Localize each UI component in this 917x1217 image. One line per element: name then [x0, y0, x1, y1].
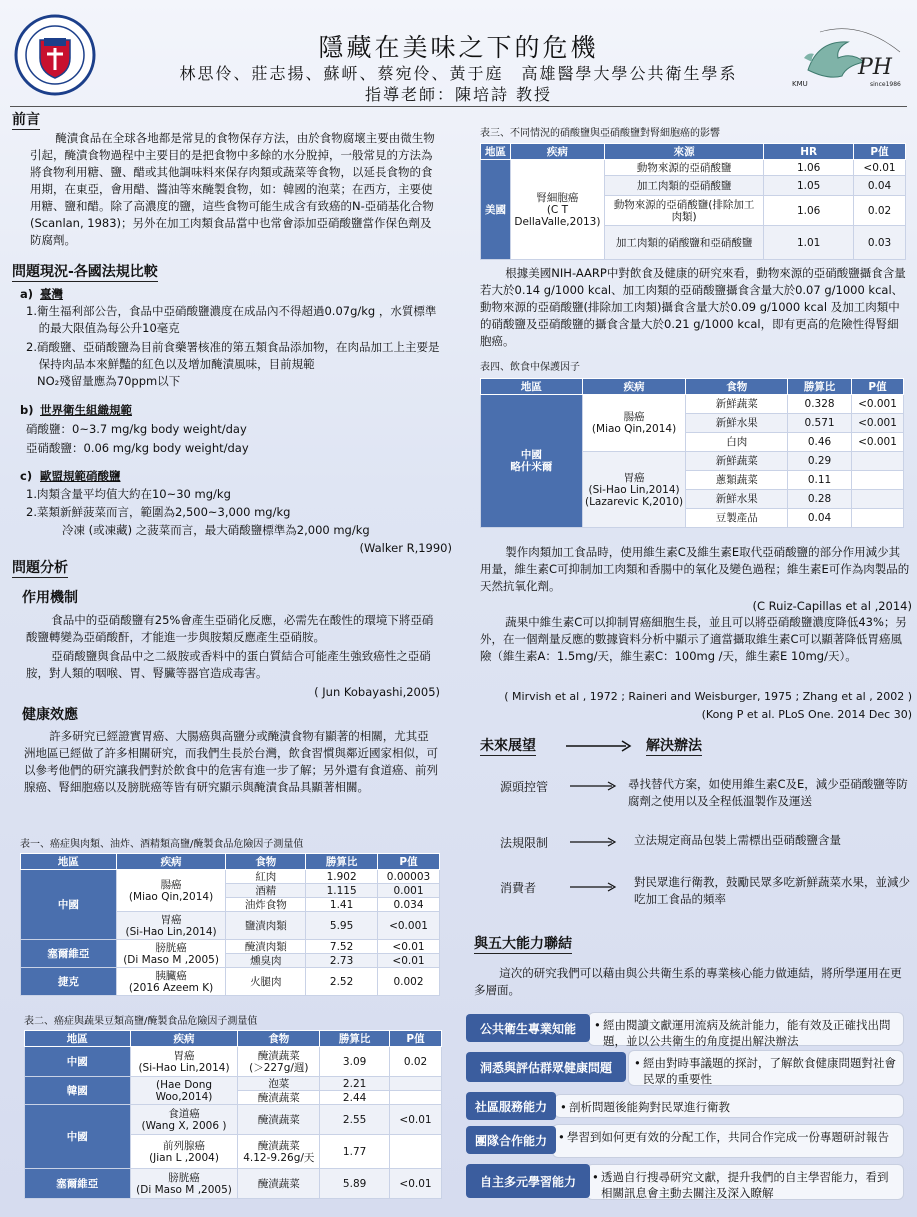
regs-a2b: NO₂殘留量應為70ppm以下	[37, 374, 181, 388]
future-label-source: 源頭控管	[500, 780, 549, 794]
table3-p: 0.04	[854, 176, 906, 196]
advisor-line: 指導老師：陳培詩 教授	[364, 85, 553, 104]
vitamin-cite-2: ( Mirvish et al , 1972 ; Raineri and Weisburger, 1975 ; Zhang et al , 2002 )	[504, 690, 912, 703]
table4-header-food: 食物	[686, 379, 788, 395]
table-row	[25, 1169, 442, 1199]
table4-or: 0.04	[788, 509, 852, 528]
vitamin-text-1: 製作肉類加工食品時，使用維生素C及維生素E取代亞硝酸鹽的部分作用減少其用量，維生素C可抑制加工肉類和香腸中的氧化及變色過程；維生素E可作為肉製品的天然抗氧化劑。	[480, 545, 910, 593]
table1-disease-cell	[116, 870, 226, 912]
intro-text: 醃漬食品在全球各地都是常見的食物保存方法，由於食物腐壞主要由微生物引起，醃漬食物過程中主要目的是把食物中多餘的水分脫掉，一般常見的方法為將食物利用糖、鹽、醋或其他調味料來保存肉類或蔬菜等食物，以延長食物的食用期，在東亞，會用醋、醬油等來醃製食物，如：韓國的泡菜；在西方，主要使用糖、鹽和醋。除了高濃度的鹽，這些食物可能生成含有致癌的N-亞硝基化合物(Scanlan, 1983)；另外在加工肉類食品當中也常會添加亞硝酸鹽當作保色劑及防腐劑。	[30, 131, 435, 247]
table4-disease-cite-2: (Lazarevic K,2010)	[584, 495, 684, 508]
table-row	[481, 395, 904, 414]
table2-or: 2.44	[320, 1091, 390, 1105]
table1-p: <0.01	[378, 940, 440, 954]
table4-or: 0.28	[788, 490, 852, 509]
table4-or: 0.571	[788, 414, 852, 433]
table1-p: <0.01	[378, 954, 440, 968]
table2-p	[390, 1135, 442, 1169]
table4-p	[852, 490, 904, 509]
regs-b2: 亞硝酸鹽：0.06 mg/kg body weight/day	[26, 441, 249, 455]
table2-header-food: 食物	[238, 1031, 320, 1047]
table1-food: 燻臭肉	[226, 954, 306, 968]
table1-food: 鹽漬肉類	[226, 912, 306, 940]
table4-or: 0.29	[788, 452, 852, 471]
table3-caption: 表三、不同情況的硝酸鹽與亞硝酸鹽對腎細胞癌的影響	[480, 128, 720, 139]
table1-p: 0.002	[378, 968, 440, 996]
table4-disease-name: 胃癌	[623, 471, 645, 484]
mechanism-text-1: 食品中的亞硝酸鹽有25%會產生亞硝化反應，必需先在酸性的環境下將亞硝酸鹽轉變為亞硝酸酐，才能進一步與胺類反應產生亞硝胺。	[26, 613, 434, 644]
regs-b-title: 世界衛生組織規範	[40, 403, 132, 417]
table2	[24, 1030, 442, 1199]
table4-food: 新鮮蔬菜	[686, 395, 788, 414]
table1	[20, 853, 440, 996]
table2-food: 醃漬蔬菜	[238, 1105, 320, 1135]
table4-food: 蔥類蔬菜	[686, 471, 788, 490]
table1-p: <0.001	[378, 912, 440, 940]
table2-disease-name: 膀胱癌	[168, 1171, 200, 1184]
regs-c1: 1.肉類含量平均值大約在10~30 mg/kg	[26, 487, 231, 501]
table2-header-disease: 疾病	[130, 1031, 238, 1047]
table4-p	[852, 471, 904, 490]
analysis-heading: 問題分析	[12, 560, 68, 576]
table2-food: 醃漬蔬菜	[257, 1049, 300, 1062]
future-label-consumer: 消費者	[500, 881, 537, 895]
table1-header-p: P值	[378, 854, 440, 870]
table1-or: 1.115	[306, 884, 378, 898]
table4-disease-cell-a	[582, 395, 686, 452]
regs-a-title: 臺灣	[40, 287, 63, 301]
regs-b-label: b)	[20, 403, 34, 417]
arrow-right-icon	[568, 881, 620, 893]
table1-or: 2.52	[306, 968, 378, 996]
table3-disease-name: 腎細胞癌	[536, 191, 579, 204]
table2-disease-name: 食道癌	[168, 1107, 200, 1120]
table2-region-korea: 韓國	[25, 1077, 131, 1105]
table4-header-p: P值	[852, 379, 904, 395]
ability-text-3	[552, 1124, 904, 1158]
future-text-law: 立法規定商品包裝上需標出亞硝酸鹽含量	[634, 833, 841, 847]
table2-disease-name: 胃癌	[173, 1049, 195, 1062]
table4-region-kashmir: 略什米爾	[510, 461, 553, 473]
bullet-icon: •	[558, 1130, 565, 1144]
table2-food: 醃漬蔬菜	[238, 1091, 320, 1105]
table3-source: 加工肉類的亞硝酸鹽	[604, 176, 763, 196]
table2-p: 0.02	[390, 1047, 442, 1077]
table1-food: 油炸食物	[226, 898, 306, 912]
header-divider	[10, 106, 907, 107]
table1-disease-cell	[116, 968, 226, 996]
table2-disease-cite: Woo,2014)	[155, 1090, 213, 1103]
table4-region-china: 中國	[520, 449, 542, 461]
table4	[480, 378, 904, 528]
table3	[480, 143, 906, 260]
table3-p: 0.03	[854, 226, 906, 260]
table1-p: 0.001	[378, 884, 440, 898]
table4-food: 豆製產品	[686, 509, 788, 528]
table4-p	[852, 509, 904, 528]
table1-region-china: 中國	[21, 870, 117, 940]
regs-a-label: a)	[20, 287, 34, 301]
table1-disease-cite: (Miao Qin,2014)	[128, 890, 214, 903]
ability-badge-2: 社區服務能力	[466, 1092, 556, 1120]
table1-food: 酒精	[226, 884, 306, 898]
table2-disease-cite: (Di Maso M ,2005)	[136, 1183, 232, 1196]
table4-or: 0.328	[788, 395, 852, 414]
table1-header-food: 食物	[226, 854, 306, 870]
table-row	[25, 1047, 442, 1077]
table2-food-cell	[238, 1135, 320, 1169]
ability-desc-1: 經由對時事議題的探討，了解飲食健康問題對社會民眾的重要性	[643, 1056, 896, 1086]
table1-disease-name: 膀胱癌	[155, 941, 187, 954]
table2-disease-name: 前列腺癌	[163, 1139, 205, 1152]
table4-header-region: 地區	[481, 379, 583, 395]
table2-p	[390, 1091, 442, 1105]
table1-disease-cite: (Di Maso M ,2005)	[123, 953, 219, 966]
future-text-source: 尋找替代方案，如使用維生素C及E，減少亞硝酸鹽等防腐劑之使用以及全程低溫製作及運送	[628, 777, 908, 808]
table3-hr: 1.06	[764, 196, 854, 226]
table3-header-disease: 疾病	[510, 144, 604, 160]
table2-disease-cell	[130, 1105, 238, 1135]
table4-food: 白肉	[686, 433, 788, 452]
poster-title: 隱藏在美味之下的危機	[318, 33, 599, 62]
table1-header-disease: 疾病	[116, 854, 226, 870]
nih-text: 根據美國NIH-AARP中對飲食及健康的研究來看，動物來源的亞硝酸鹽攝食含量若大於0.14 g/1000 kcal、加工肉類的亞硝酸鹽攝食含量大於0.07 g/1000 kcal、動物來源的亞硝酸鹽(排除加工肉類)攝食含量大於0.09 g/1000 kcal 及加工肉類中的硝酸鹽及亞硝酸鹽的攝食含量大於0.21 g/1000 kcal，即有更高的危險性得腎細胞癌。	[480, 266, 906, 348]
table4-p: <0.001	[852, 414, 904, 433]
table2-disease-name: (Hae Dong	[155, 1078, 213, 1091]
ability-desc-3: 學習到如何更有效的分配工作，共同合作完成一份專題研討報告	[567, 1130, 889, 1144]
table2-p: <0.01	[390, 1105, 442, 1135]
table2-header-or: 勝算比	[320, 1031, 390, 1047]
table2-p	[390, 1077, 442, 1091]
table4-p: <0.001	[852, 395, 904, 414]
future-heading: 未來展望	[480, 738, 536, 754]
table3-header-hr: HR	[764, 144, 854, 160]
table1-or: 7.52	[306, 940, 378, 954]
table3-header-source: 來源	[604, 144, 763, 160]
mechanism-cite: ( Jun Kobayashi,2005)	[314, 685, 440, 699]
table3-hr: 1.05	[764, 176, 854, 196]
table2-region-china: 中國	[25, 1047, 131, 1077]
ability-text-0	[588, 1012, 904, 1046]
table4-or: 0.46	[788, 433, 852, 452]
table3-header-p: P值	[854, 144, 906, 160]
logo-kmu-text: KMU	[792, 80, 808, 88]
table2-or: 3.09	[320, 1047, 390, 1077]
table1-header-or: 勝算比	[306, 854, 378, 870]
table3-source: 加工肉類的硝酸鹽和亞硝酸鹽	[604, 226, 763, 260]
table1-disease-cite: (Si-Hao Lin,2014)	[125, 925, 217, 938]
solution-heading: 解決辦法	[646, 738, 702, 754]
arrow-right-icon	[562, 738, 636, 754]
table1-region-czech: 捷克	[21, 968, 117, 996]
table3-source: 動物來源的亞硝酸鹽	[604, 160, 763, 176]
table3-hr: 1.06	[764, 160, 854, 176]
vitamin-cite-3: (Kong P et al. PLoS One. 2014 Dec 30)	[701, 708, 912, 721]
table4-p: <0.001	[852, 433, 904, 452]
table1-region-serbia: 塞爾維亞	[21, 940, 117, 968]
table4-caption: 表四、飲食中保護因子	[480, 362, 580, 373]
table1-p: 0.00003	[378, 870, 440, 884]
table3-region-usa: 美國	[481, 160, 511, 260]
author-line: 林思伶、莊志揚、蘇岍、蔡宛伶、黃于庭 高雄醫學大學公共衛生學系	[179, 64, 738, 83]
table3-source: 動物來源的亞硝酸鹽(排除加工	[613, 198, 755, 211]
table3-p: <0.01	[854, 160, 906, 176]
table1-disease-cell	[116, 912, 226, 940]
logo-ph-text: PH	[858, 55, 892, 80]
table1-food: 火腿肉	[226, 968, 306, 996]
bullet-icon: •	[592, 1170, 599, 1184]
logo-since-text: since1986	[870, 81, 901, 88]
table1-food: 醃漬肉類	[226, 940, 306, 954]
table4-food: 新鮮水果	[686, 490, 788, 509]
table4-or: 0.11	[788, 471, 852, 490]
table4-disease-cite-1: (Si-Hao Lin,2014)	[588, 483, 680, 496]
vitamin-cite-1: (C Ruiz-Capillas et al ,2014)	[752, 599, 912, 613]
table-row	[21, 968, 440, 996]
table4-food: 新鮮水果	[686, 414, 788, 433]
table2-disease-cite: (Jian L ,2004)	[149, 1151, 219, 1164]
table3-source-cell	[604, 196, 763, 226]
table2-food: 泡菜	[238, 1077, 320, 1091]
ability-text-2	[554, 1094, 904, 1118]
table2-or: 5.89	[320, 1169, 390, 1199]
arrow-right-icon	[568, 836, 620, 848]
table4-header-disease: 疾病	[582, 379, 686, 395]
ability-badge-4: 自主多元學習能力	[466, 1164, 590, 1198]
regs-b1: 硝酸鹽：0~3.7 mg/kg body weight/day	[26, 422, 247, 436]
table1-food: 紅肉	[226, 870, 306, 884]
bullet-icon: •	[594, 1018, 601, 1032]
regs-c-title: 歐盟規範硝酸鹽	[40, 469, 121, 483]
table2-or: 2.21	[320, 1077, 390, 1091]
table4-disease-cite: (Miao Qin,2014)	[591, 423, 677, 435]
table1-or: 1.41	[306, 898, 378, 912]
mechanism-text-2: 亞硝酸鹽與食品中之二級胺或香料中的蛋白質結合可能產生強致癌性之亞硝胺，對人類的咽喉、胃、腎臟等器官造成毒害。	[26, 649, 431, 680]
regs-a1: 1.衛生福利部公告，食品中亞硝酸鹽濃度在成品內不得超過0.07g/kg ，水質標準的最大限值為每公升10毫克	[26, 304, 437, 335]
regs-c-label: c)	[20, 469, 33, 483]
table1-header-region: 地區	[21, 854, 117, 870]
table3-p: 0.02	[854, 196, 906, 226]
table4-disease-cell-b	[582, 452, 686, 528]
future-text-consumer: 對民眾進行衛教，鼓勵民眾多吃新鮮蔬菜水果，並減少吃加工食品的頻率	[634, 875, 910, 906]
table1-or: 2.73	[306, 954, 378, 968]
bullet-icon: •	[560, 1100, 567, 1114]
table2-food: 醃漬蔬菜	[257, 1139, 300, 1152]
table4-p	[852, 452, 904, 471]
table2-header-region: 地區	[25, 1031, 131, 1047]
ability-desc-0: 經由閱讀文獻運用流病及統計能力，能有效及正確找出問題，並以公共衛生的角度提出解決辦法	[603, 1018, 891, 1048]
table3-hr: 1.01	[764, 226, 854, 260]
regs-heading: 問題現況-各國法規比較	[12, 264, 158, 280]
mechanism-title: 作用機制	[22, 590, 78, 606]
table2-disease-cite: (Wang X, 2006 )	[141, 1119, 227, 1132]
table3-source-cont: 肉類)	[671, 210, 697, 223]
table2-p: <0.01	[390, 1169, 442, 1199]
table3-disease-cell	[510, 160, 604, 260]
table4-region-cell	[481, 395, 583, 528]
table1-disease-cell	[116, 940, 226, 968]
table1-disease-name: 胃癌	[160, 913, 182, 926]
intro-heading: 前言	[12, 112, 40, 128]
table1-caption: 表一、癌症與肉類、油炸、酒精類高鹽/醃製食品危險因子測量值	[20, 839, 304, 850]
health-text: 許多研究已經證實胃癌、大腸癌與高鹽分或醃漬食物有顯著的相關，尤其亞洲地區已經做了許多相關研究，而我們生長於台灣，飲食習慣與鄰近國家相似，可以參考他們的研究讓我們對於飲食中的危害有進一步了解；另外還有食道癌、前列腺癌、腎細胞癌以及膀胱癌等皆有研究顯示與醃漬食品具顯著相關。	[24, 729, 438, 794]
table2-region-china-2: 中國	[25, 1105, 131, 1169]
regs-c2: 2.菜類新鮮菠菜而言，範圍為2,500~3,000 mg/kg	[26, 505, 291, 519]
table4-header-or: 勝算比	[788, 379, 852, 395]
table4-disease-name: 腸癌	[623, 411, 645, 423]
poster-header	[0, 0, 917, 106]
table2-disease-cell	[130, 1135, 238, 1169]
ability-text-1	[628, 1050, 904, 1086]
table2-header-p: P值	[390, 1031, 442, 1047]
table1-disease-name: 胰臟癌	[155, 969, 187, 982]
future-label-law: 法規限制	[500, 836, 549, 850]
table-row	[25, 1105, 442, 1135]
table3-disease-cite-1: (C T	[546, 203, 569, 216]
table-row	[21, 940, 440, 954]
vitamin-text-2: 蔬果中維生素C可以抑制胃癌細胞生長，並且可以將亞硝酸鹽濃度降低43%；另外，在一個劑量反應的數據資料分析中顯示了適當攝取維生素C可以顯著降低胃癌風險（維生素A：1.5mg/天，維生素C：100mg /天，維生素E 10mg/天）。	[480, 615, 907, 663]
ability-text-4	[586, 1164, 904, 1200]
table2-disease-cell	[130, 1169, 238, 1199]
regs-c-cite: (Walker R,1990)	[359, 541, 452, 555]
table2-region-serbia: 塞爾維亞	[25, 1169, 131, 1199]
table1-disease-name: 腸癌	[160, 878, 182, 891]
health-title: 健康效應	[22, 707, 78, 723]
table1-p: 0.034	[378, 898, 440, 912]
arrow-right-icon	[568, 780, 620, 792]
regs-a2: 2.硝酸鹽、亞硝酸鹽為目前食藥署核准的第五類食品添加物，在肉品加工上主要是保持肉品本來鮮豔的紅色以及增加醃漬風味，目前規範	[26, 340, 440, 371]
abilities-intro: 這次的研究我們可以藉由與公共衛生系的專業核心能力做連結，將所學運用在更多層面。	[474, 966, 902, 997]
regs-c3: 冷凍 (或凍藏) 之菠菜而言，最大硝酸鹽標準為2,000 mg/kg	[62, 523, 370, 537]
table2-or: 1.77	[320, 1135, 390, 1169]
table-row	[21, 870, 440, 884]
table2-or: 2.55	[320, 1105, 390, 1135]
table2-food: 醃漬蔬菜	[238, 1169, 320, 1199]
table2-caption: 表二、癌症與蔬果豆類高鹽/醃製食品危險因子測量值	[24, 1016, 258, 1027]
table3-disease-cite-2: DellaValle,2013)	[514, 215, 601, 228]
table-row	[481, 160, 906, 176]
table2-disease-cite: (Si-Hao Lin,2014)	[138, 1061, 230, 1074]
table4-food: 新鮮蔬菜	[686, 452, 788, 471]
table2-food-cell	[238, 1047, 320, 1077]
table2-disease-cell	[130, 1047, 238, 1077]
bullet-icon: •	[634, 1056, 641, 1070]
table-row	[25, 1077, 442, 1091]
ability-badge-0: 公共衛生專業知能	[466, 1014, 590, 1042]
ability-desc-4: 透過自行搜尋研究文獻，提升我們的自主學習能力，看到相關訊息會主動去關注及深入瞭解	[601, 1170, 889, 1200]
table2-disease-cell	[130, 1077, 238, 1105]
ability-badge-3: 團隊合作能力	[466, 1126, 556, 1154]
table1-or: 5.95	[306, 912, 378, 940]
table2-food-note: (＞227g/週)	[249, 1061, 309, 1074]
table1-disease-cite: (2016 Azeem K)	[128, 981, 214, 994]
abilities-heading: 與五大能力聯結	[474, 936, 572, 952]
table1-or: 1.902	[306, 870, 378, 884]
ability-desc-2: 剖析問題後能夠對民眾進行衛教	[569, 1100, 730, 1114]
ability-badge-1: 洞悉與評估群眾健康問題	[466, 1052, 626, 1082]
table3-header-region: 地區	[481, 144, 511, 160]
table2-food-note: 4.12-9.26g/天	[243, 1151, 315, 1164]
